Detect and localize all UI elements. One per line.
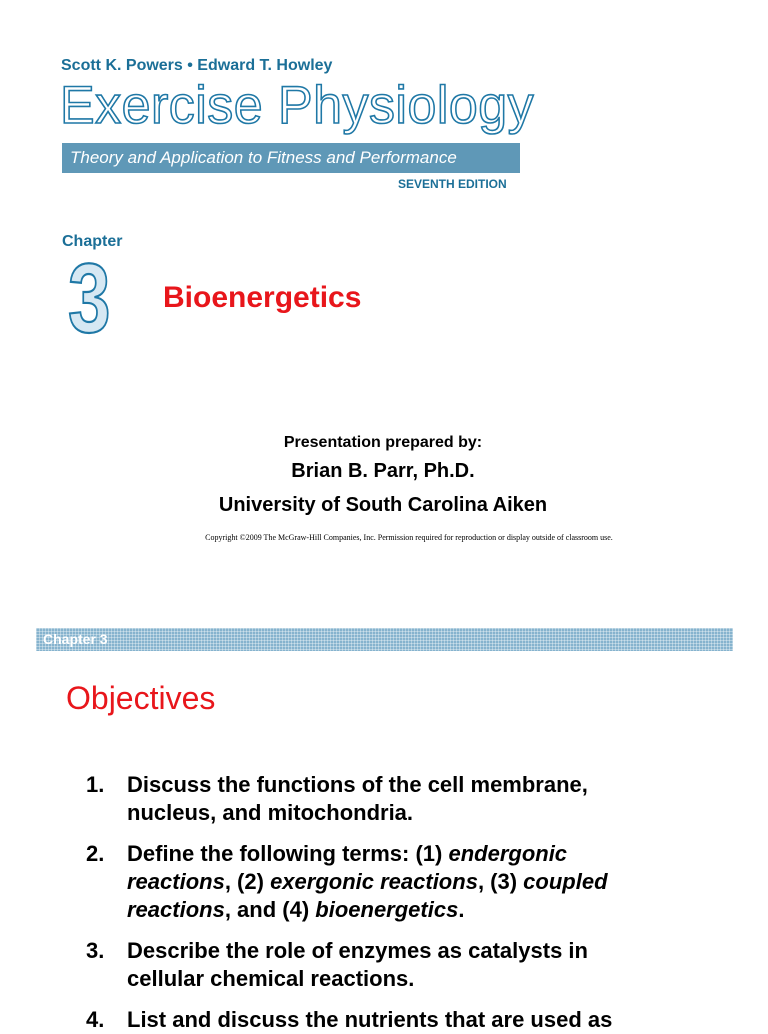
- university-name: University of South Carolina Aiken: [218, 494, 548, 516]
- chapter-header-bar: [36, 628, 733, 651]
- chapter-label: Chapter: [62, 233, 123, 250]
- objective-number: 1.: [86, 772, 105, 797]
- book-edition: SEVENTH EDITION: [398, 177, 507, 191]
- prepared-by-label: Presentation prepared by:: [283, 434, 483, 451]
- objective-text-part: .: [458, 897, 465, 922]
- objective-text: [127, 840, 666, 924]
- copyright-notice: Copyright ©2009 The McGraw-Hill Companies, Inc. Permission required for reproduction or display outside of classroom use.: [205, 533, 613, 542]
- presenter-name: Brian B. Parr, Ph.D.: [291, 460, 475, 482]
- chapter-title: Bioenergetics: [163, 281, 362, 314]
- objective-number: 4.: [86, 1007, 105, 1032]
- book-title: Exercise Physiology: [60, 76, 535, 135]
- objective-number: 2.: [86, 841, 105, 866]
- objective-item: [86, 771, 666, 827]
- chapter-number: 3: [68, 243, 111, 353]
- objective-item: [86, 937, 666, 993]
- term-endergonic: endergonic reactions: [127, 841, 568, 894]
- objective-text-part: , and (4): [224, 897, 316, 922]
- objective-item: [86, 840, 666, 924]
- objective-text: Describe the role of enzymes as catalysts in cellular chemical reactions.: [127, 938, 588, 991]
- term-bioenergetics: bioenergetics: [315, 897, 459, 922]
- objective-text: Discuss the functions of the cell membrane, nucleus, and mitochondria.: [127, 772, 588, 825]
- objective-text-part: , (3): [477, 869, 524, 894]
- book-authors: Scott K. Powers • Edward T. Howley: [61, 57, 333, 74]
- book-subtitle: Theory and Application to Fitness and Performance: [70, 148, 457, 167]
- objective-text: List and discuss the nutrients that are used as: [127, 1007, 613, 1032]
- objective-item: [86, 1006, 666, 1034]
- term-coupled: coupled reactions: [127, 869, 608, 922]
- objective-text-part: Define the following terms: (1): [127, 841, 449, 866]
- objective-text-part: , (2): [224, 869, 271, 894]
- term-exergonic: exergonic reactions: [270, 869, 478, 894]
- objective-number: 3.: [86, 938, 105, 963]
- objectives-title: Objectives: [66, 680, 216, 716]
- chapter-header-label: Chapter 3: [43, 631, 108, 647]
